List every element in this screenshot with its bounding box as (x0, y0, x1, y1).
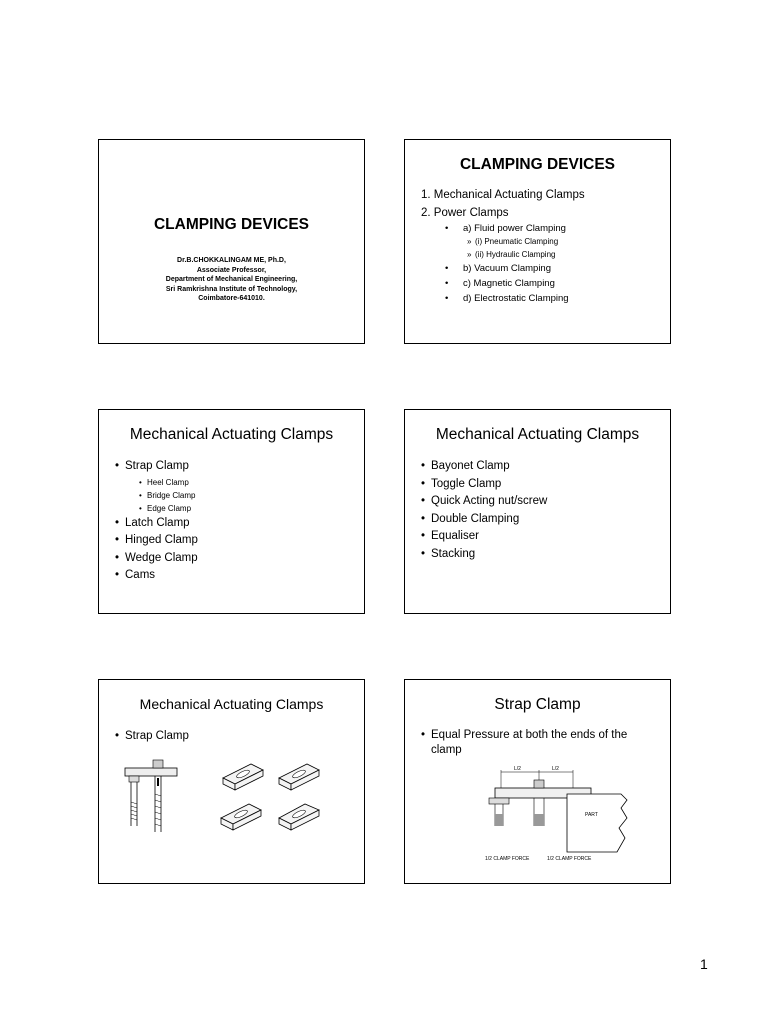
list-item: • Double Clamping (421, 511, 547, 529)
list-item: • Strap Clamp (115, 458, 198, 476)
page-number: 1 (700, 956, 708, 972)
slide-2 (404, 139, 671, 344)
author-line: Coimbatore-641010. (198, 295, 265, 302)
list-item: • Bridge Clamp (115, 489, 198, 502)
list-item: » (ii) Hydraulic Clamping (421, 248, 585, 261)
list-item: • Wedge Clamp (115, 550, 198, 568)
bullet-list (421, 187, 585, 306)
slide-1 (98, 139, 365, 344)
force-label: 1/2 CLAMP FORCE (547, 856, 592, 862)
dimension-label: L/2 (514, 766, 521, 772)
list-item: • Bayonet Clamp (421, 458, 547, 476)
slide-title: Mechanical Actuating Clamps (129, 426, 334, 443)
list-item: • d) Electrostatic Clamping (421, 291, 585, 306)
list-item: • Toggle Clamp (421, 476, 547, 494)
list-item: • Equal Pressure at both the ends of the clamp (421, 728, 651, 758)
list-item: • Cams (115, 567, 198, 585)
slide-title: CLAMPING DEVICES (153, 216, 309, 233)
force-label: 1/2 CLAMP FORCE (485, 856, 530, 862)
list-item: 2. Power Clamps (421, 206, 509, 219)
author-line: Department of Mechanical Engineering, (165, 276, 298, 283)
strap-clamp-illustration (121, 754, 181, 834)
list-item: • Quick Acting nut/screw (421, 493, 547, 511)
list-item: • Equaliser (421, 528, 547, 546)
list-item: • Edge Clamp (115, 502, 198, 515)
list-item: • a) Fluid power Clamping (421, 222, 585, 235)
list-item: • Hinged Clamp (115, 532, 198, 550)
strap-clamp-force-diagram (481, 764, 631, 864)
list-item: » (i) Pneumatic Clamping (421, 235, 585, 248)
slide-title: Strap Clamp (494, 696, 581, 713)
list-item: • Stacking (421, 546, 547, 564)
slide-4 (404, 409, 671, 614)
author-line: Associate Professor, (196, 266, 267, 274)
bullet-list (421, 458, 547, 563)
slide-title: CLAMPING DEVICES (459, 156, 615, 173)
list-item: • Heel Clamp (115, 476, 198, 489)
author-block (99, 256, 364, 304)
list-item: • c) Magnetic Clamping (421, 276, 585, 291)
part-label: PART (585, 812, 598, 818)
slide-6 (404, 679, 671, 884)
slide-3 (98, 409, 365, 614)
list-item: • Latch Clamp (115, 515, 198, 533)
slide-title: Mechanical Actuating Clamps (435, 426, 640, 443)
list-item: 1. Mechanical Actuating Clamps (421, 189, 585, 201)
list-item: • b) Vacuum Clamping (421, 261, 585, 276)
dimension-label: L/2 (552, 766, 559, 772)
slide-5 (98, 679, 365, 884)
strap-variants-illustration (217, 760, 327, 832)
bullet-list (115, 458, 198, 585)
bullet-list (421, 728, 651, 758)
author-line: Dr.B.CHOKKALINGAM ME, Ph.D, (177, 257, 286, 264)
slide-title: Mechanical Actuating Clamps (139, 696, 324, 712)
list-item: • Strap Clamp (115, 728, 189, 746)
bullet-list (115, 728, 189, 746)
author-line: Sri Ramkrishna Institute of Technology, (165, 285, 298, 293)
